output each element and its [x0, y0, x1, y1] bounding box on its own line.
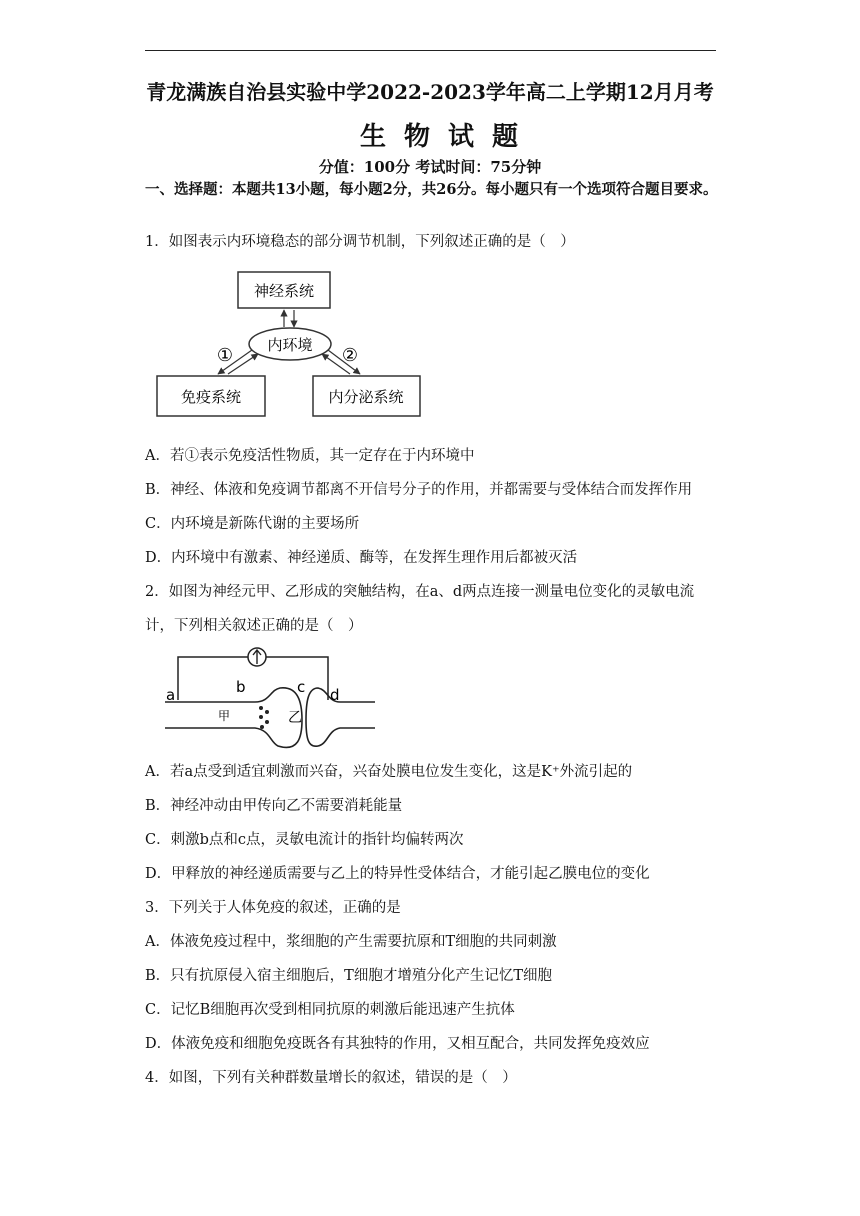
q2-vesicle: [265, 710, 269, 714]
q2-label-d: d: [330, 686, 340, 704]
q2-label-b: b: [236, 678, 246, 696]
q2-vesicle: [259, 706, 263, 710]
q2-label-c: c: [297, 678, 306, 696]
q1-option-c: C．内环境是新陈代谢的主要场所: [145, 516, 360, 532]
q1-option-d: D．内环境中有激素、神经递质、酶等，在发挥生理作用后都被灭活: [145, 550, 578, 566]
q2-option-d: D．甲释放的神经递质需要与乙上的特异性受体结合，才能引起乙膜电位的变化: [145, 866, 650, 882]
q2-option-c: C．刺激b点和c点，灵敏电流计的指针均偏转两次: [145, 832, 464, 848]
top-rule: [145, 50, 716, 51]
q2-label-a: a: [166, 686, 176, 704]
q1-stem: 1．如图表示内环境稳态的部分调节机制，下列叙述正确的是（ ）: [145, 234, 575, 250]
q2-vesicle: [260, 725, 264, 729]
q3-option-c: C．记忆B细胞再次受到相同抗原的刺激后能迅速产生抗体: [145, 1002, 515, 1018]
q1-mark-1: ①: [216, 345, 234, 366]
q2-label-jia: 甲: [218, 709, 231, 723]
q1-option-b: B．神经、体液和免疫调节都离不开信号分子的作用，并都需要与受体结合而发挥作用: [145, 482, 693, 498]
q3-option-a: A．体液免疫过程中，浆细胞的产生需要抗原和T细胞的共同刺激: [145, 934, 557, 950]
q2-option-b: B．神经冲动由甲传向乙不需要消耗能量: [145, 798, 403, 814]
q1-center-label: 内环境: [267, 336, 313, 354]
q2-vesicle: [265, 720, 269, 724]
q1-diagram: [150, 262, 430, 424]
q1-box-endocrine-label: 内分泌系统: [328, 388, 404, 406]
q1-box-immune-label: 免疫系统: [180, 388, 242, 406]
q2-diagram: [160, 642, 380, 752]
q3-stem: 3．下列关于人体免疫的叙述，正确的是: [145, 900, 401, 916]
q2-vesicle: [259, 715, 263, 719]
q3-option-b: B．只有抗原侵入宿主细胞后，T细胞才增殖分化产生记忆T细胞: [145, 968, 552, 984]
q2-label-yi: 乙: [288, 710, 302, 726]
q1-mark-2: ②: [341, 345, 359, 366]
q3-option-d: D．体液免疫和细胞免疫既各有其独特的作用，又相互配合，共同发挥免疫效应: [145, 1036, 650, 1052]
section-instruction: 一、选择题：本题共13小题，每小题2分，共26分。每小题只有一个选项符合题目要求。: [145, 181, 718, 198]
q4-stem: 4．如图，下列有关种群数量增长的叙述，错误的是（ ）: [145, 1070, 517, 1086]
q2-stem-line1: 2．如图为神经元甲、乙形成的突触结构，在a、d两点连接一测量电位变化的灵敏电流: [145, 584, 695, 600]
q1-box-nervous-label: 神经系统: [253, 282, 315, 300]
q2-stem-line2: 计，下列相关叙述正确的是（ ）: [145, 618, 363, 634]
q2-option-a: A．若a点受到适宜刺激而兴奋，兴奋处膜电位发生变化，这是K⁺外流引起的: [145, 764, 633, 780]
q2-neuron-jia: [165, 688, 302, 748]
q1-option-a: A．若①表示免疫活性物质，其一定存在于内环境中: [145, 448, 475, 464]
q2-neuron-yi: [306, 688, 375, 746]
school-title: 青龙满族自治县实验中学2022-2023学年高二上学期12月月考: [146, 80, 714, 104]
subject-title: 生物试题: [359, 122, 536, 152]
exam-meta: 分值：100分 考试时间：75分钟: [318, 158, 542, 176]
